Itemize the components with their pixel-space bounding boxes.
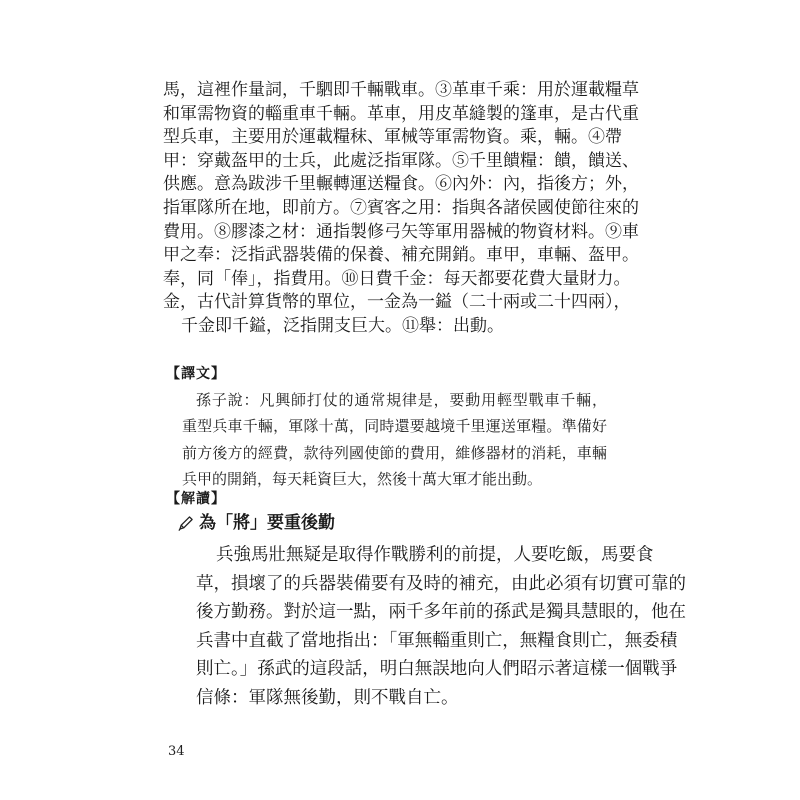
translation-label: 【譯文】 bbox=[166, 366, 226, 382]
note-line: 千金即千鎰，泛指開支巨大。⑪舉：出動。 bbox=[181, 315, 504, 336]
translation-line: 重型兵車千輛，軍隊十萬，同時還要越境千里運送軍糧。準備好 bbox=[182, 417, 607, 436]
note-line: 和軍需物資的輜重車千輛。革車，用皮革縫製的篷車，是古代重 bbox=[163, 103, 639, 124]
analysis-line: 後方勤務。對於這一點，兩千多年前的孫武是獨具慧眼的，他在 bbox=[196, 602, 686, 623]
translation-line: 兵甲的開銷，每天耗資巨大，然後十萬大軍才能出動。 bbox=[182, 470, 543, 489]
note-line: 供應。意為跋涉千里輾轉運送糧食。⑥內外：內，指後方；外， bbox=[163, 174, 639, 195]
annotation-notes bbox=[163, 79, 639, 339]
note-line: 奉，同「俸」，指費用。⑩日費千金：每天都要花費大量財力。 bbox=[163, 268, 631, 289]
note-line: 金，古代計算貨幣的單位，一金為一鎰（二十兩或二十四兩）， bbox=[163, 292, 631, 313]
translation-text bbox=[182, 387, 607, 493]
note-line: 型兵車，主要用於運載糧秣、軍械等軍需物資。乘，輛。④帶 bbox=[163, 127, 622, 148]
translation-line: 前方後方的經費，款待列國使節的費用，維修器材的消耗，車輛 bbox=[182, 443, 607, 462]
note-line: 指軍隊所在地，即前方。⑦賓客之用：指與各諸侯國使節往來的 bbox=[163, 197, 639, 218]
analysis-subheading bbox=[177, 512, 335, 534]
subheading-text: 為「將」要重後勤 bbox=[199, 513, 335, 533]
analysis-label: 【解讀】 bbox=[166, 491, 226, 507]
note-line: 甲：穿戴盔甲的士兵，此處泛指軍隊。⑤千里饋糧：饋，饋送、 bbox=[163, 150, 639, 171]
analysis-line: 則亡。」孫武的這段話，明白無誤地向人們昭示著這樣一個戰爭 bbox=[196, 659, 678, 680]
pen-icon bbox=[177, 514, 195, 532]
analysis-line: 兵書中直截了當地指出：「軍無輜重則亡，無糧食則亡，無委積 bbox=[196, 630, 678, 651]
note-line: 馬，這裡作量詞，千駟即千輛戰車。③革車千乘：用於運載糧草 bbox=[163, 80, 639, 100]
page-number: 34 bbox=[168, 744, 185, 759]
analysis-text bbox=[196, 541, 686, 713]
translation-line: 孫子說：凡興師打仗的通常規律是，要動用輕型戰車千輛， bbox=[196, 391, 607, 409]
note-line: 費用。⑧膠漆之材：通指製修弓矢等軍用器械的物資材料。⑨車 bbox=[163, 221, 639, 242]
analysis-line: 草，損壞了的兵器裝備要有及時的補充，由此必須有切實可靠的 bbox=[196, 573, 686, 594]
analysis-line: 信條：軍隊無後勤，則不戰自亡。 bbox=[196, 687, 459, 708]
note-line: 甲之奉：泛指武器裝備的保養、補充開銷。車甲，車輛、盔甲。 bbox=[163, 245, 639, 266]
analysis-line: 兵強馬壯無疑是取得作戰勝利的前提，人要吃飯，馬要食 bbox=[216, 545, 654, 565]
